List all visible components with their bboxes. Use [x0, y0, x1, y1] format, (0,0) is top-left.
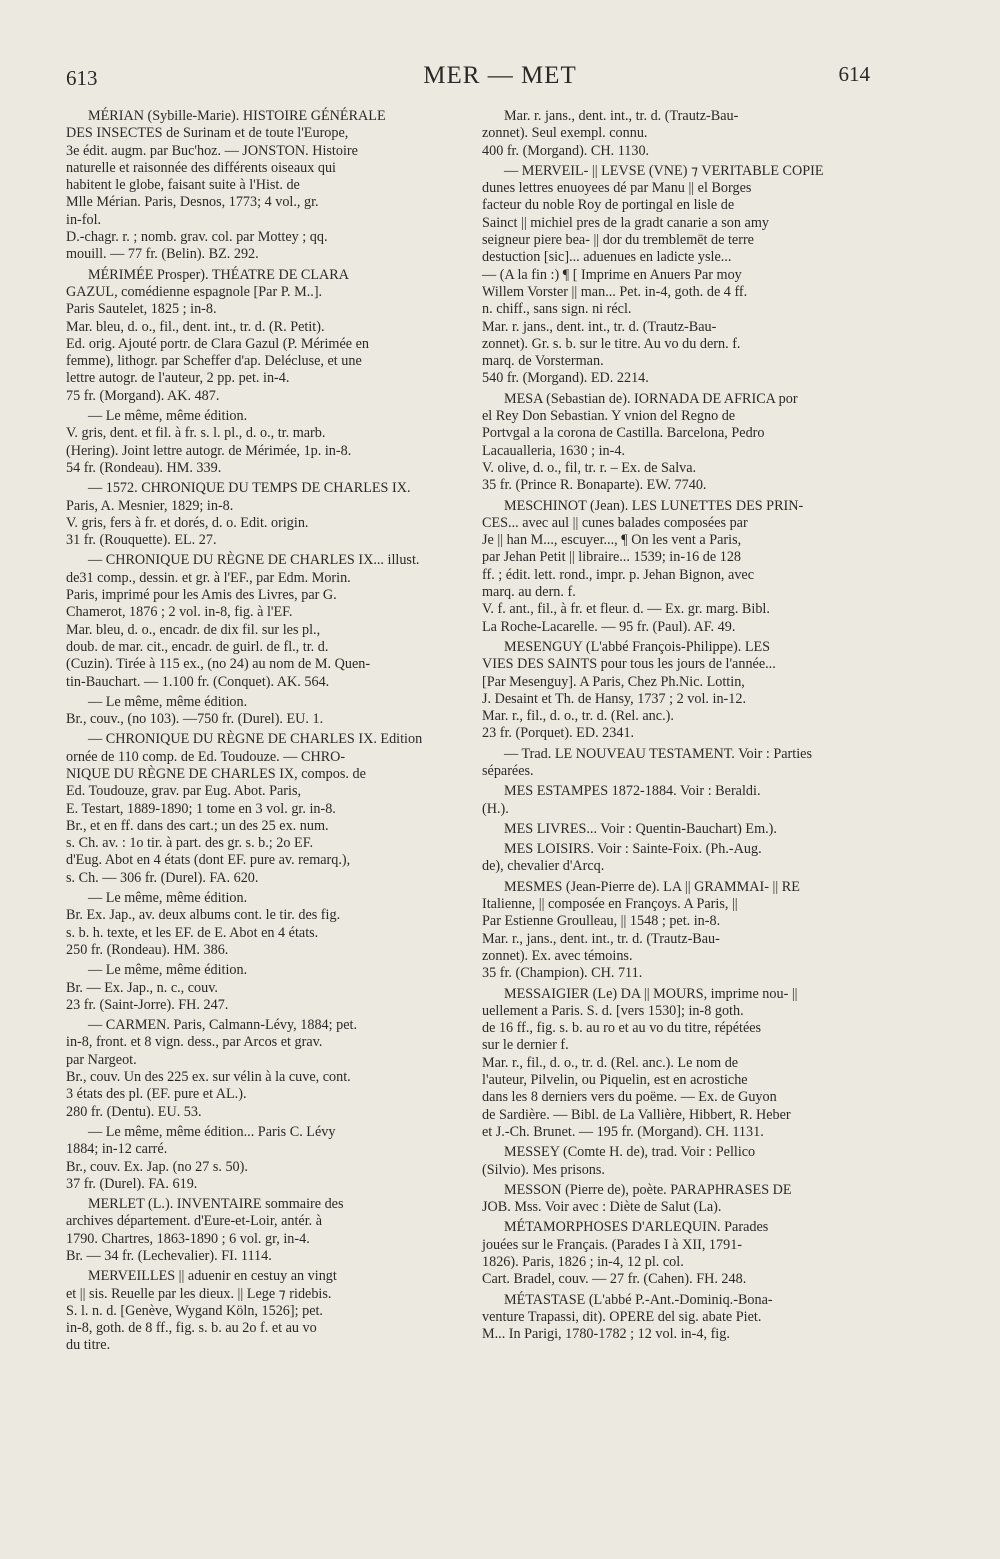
entry-line: Lacaualleria, 1630 ; in-4.	[482, 442, 625, 459]
entry-line: Br., couv., (no 103). —750 fr. (Durel). EU. 1.	[66, 711, 324, 728]
entry-line: (Silvio). Mes prisons.	[482, 1161, 605, 1178]
entry-line: 3 états des pl. (EF. pure et AL.).	[66, 1086, 247, 1103]
entry-line: Portvgal a la corona de Castilla. Barcelona, Pedro	[482, 425, 765, 442]
entry-line: n. chiff., sans sign. ni récl.	[482, 301, 632, 318]
entry-line: s. b. h. texte, et les EF. de E. Abot en 4 états.	[66, 924, 319, 941]
entry-line: lettre autogr. de l'auteur, 2 pp. pet. in-4.	[66, 370, 290, 387]
entry-line: Mar. r. jans., dent. int., tr. d. (Trautz-Bau-	[504, 108, 739, 124]
entry-line: — CHRONIQUE DU RÈGNE DE CHARLES IX... illust.	[88, 552, 420, 569]
entry-line: marq. au dern. f.	[482, 584, 576, 601]
entry-line: Br., couv. Ex. Jap. (no 27 s. 50).	[66, 1158, 248, 1175]
catalogue-entry	[66, 480, 466, 549]
entry-line: in-8, front. et 8 vign. dess., par Arcos et grav.	[66, 1034, 323, 1051]
entry-line: dans les 8 derniers vers du poëme. — Ex. de Guyon	[482, 1089, 777, 1106]
entry-line: femme), lithogr. par Scheffer d'ap. Delécluse, et une	[66, 353, 362, 370]
right-page-number: 614	[838, 62, 870, 86]
entry-line: Par Estienne Groulleau, || 1548 ; pet. in-8.	[482, 913, 721, 930]
entry-line: doub. de mar. cit., encadr. de guirl. de fl., tr. d.	[66, 638, 329, 655]
entry-line: par Jehan Petit || libraire... 1539; in-16 de 128	[482, 549, 742, 566]
entry-line: Ed. orig. Ajouté portr. de Clara Gazul (P. Mérimée en	[66, 335, 369, 352]
entry-line: s. Ch. av. : 1o tir. à part. des gr. s. b.; 2o EF.	[66, 835, 313, 852]
entry-line: Mar. r. jans., dent. int., tr. d. (Trautz-Bau-	[482, 318, 717, 335]
entry-line: [Par Mesenguy]. A Paris, Chez Ph.Nic. Lottin,	[482, 673, 745, 690]
entry-line: de Sardière. — Bibl. de La Vallière, Hibbert, R. Heber	[482, 1106, 791, 1123]
entry-line: Br. — Ex. Jap., n. c., couv.	[66, 979, 218, 996]
catalogue-entry	[66, 694, 466, 729]
entry-line: MESMES (Jean-Pierre de). LA || GRAMMAI- || RE	[504, 878, 800, 895]
entry-line: VIES DES SAINTS pour tous les jours de l'année...	[482, 656, 776, 673]
entry-line: MES LIVRES... Voir : Quentin-Bauchart) Em.).	[504, 820, 777, 837]
entry-line: MERVEILLES || aduenir en cestuy an vingt	[88, 1268, 337, 1285]
entry-line: archives département. d'Eure-et-Loir, antér. à	[66, 1213, 323, 1230]
entry-line: par Nargeot.	[66, 1051, 137, 1068]
entry-line: — CARMEN. Paris, Calmann-Lévy, 1884; pet.	[88, 1017, 358, 1034]
entry-line: ornée de 110 comp. de Ed. Toudouze. — CHRO-	[66, 748, 346, 765]
entry-line: zonnet). Gr. s. b. sur le titre. Au vo du dern. f.	[482, 335, 741, 352]
catalogue-entry	[66, 890, 466, 959]
entry-line: habitent le globe, faisant suite à l'Hist. de	[66, 177, 300, 194]
catalogue-entry	[66, 408, 466, 477]
entry-line: Willem Vorster || man... Pet. in-4, goth. de 4 ff.	[482, 283, 748, 300]
entry-line: MESSAIGIER (Le) DA || MOURS, imprime nou- ||	[504, 985, 798, 1002]
entry-line: 250 fr. (Rondeau). HM. 386.	[66, 941, 229, 958]
entry-line: 1826). Paris, 1826 ; in-4, 12 pl. col.	[482, 1254, 684, 1270]
entry-line: in-8, goth. de 8 ff., fig. s. b. au 2o f. et au vo	[66, 1320, 317, 1337]
entry-line: CES... avec aul || cunes balades composées par	[482, 514, 748, 531]
entry-line: — 1572. CHRONIQUE DU TEMPS DE CHARLES IX.	[88, 480, 411, 497]
page-header	[0, 62, 1000, 102]
entry-line: — Le même, même édition.	[88, 693, 248, 710]
entry-line: MÉRIMÉE Prosper). THÉATRE DE CLARA	[88, 266, 350, 283]
entry-line: MESCHINOT (Jean). LES LUNETTES DES PRIN-	[504, 497, 804, 514]
entry-line: 540 fr. (Morgand). ED. 2214.	[482, 370, 649, 387]
entry-line: — Le même, même édition.	[88, 890, 248, 907]
entry-line: JOB. Mss. Voir avec : Diète de Salut (La).	[482, 1199, 722, 1216]
entry-line: de31 comp., dessin. et gr. à l'EF., par Edm. Morin.	[66, 569, 351, 586]
entry-line: d'Eug. Abot en 4 états (dont EF. pure av. remarq.),	[66, 852, 351, 869]
entry-line: Br. — 34 fr. (Lechevalier). FI. 1114.	[66, 1248, 272, 1264]
entry-line: 3e édit. augm. par Buc'hoz. — JONSTON. Histoire	[66, 142, 358, 159]
entry-line: 37 fr. (Durel). FA. 619.	[66, 1175, 198, 1192]
entry-line: GAZUL, comédienne espagnole [Par P. M..].	[66, 283, 323, 300]
left-page-number: 613	[66, 66, 98, 90]
entry-line: tin-Bauchart. — 1.100 fr. (Conquet). AK. 564.	[66, 673, 330, 690]
entry-line: — Le même, même édition.	[88, 962, 248, 979]
entry-line: NIQUE DU RÈGNE DE CHARLES IX, compos. de	[66, 765, 366, 782]
catalogue-entry	[482, 879, 882, 983]
entry-line: Paris, A. Mesnier, 1829; in-8.	[66, 497, 234, 514]
entry-line: Sainct || michiel pres de la gradt canarie a son amy	[482, 214, 769, 231]
entry-line: MES LOISIRS. Voir : Sainte-Foix. (Ph.-Aug.	[504, 841, 762, 858]
left-column	[66, 108, 466, 1358]
entry-line: l'auteur, Pilvelin, ou Piquelin, est en acrostiche	[482, 1072, 748, 1089]
entry-line: et || sis. Reuelle par les dieux. || Lege ⁊ ridebis.	[66, 1285, 332, 1302]
entry-line: MÉRIAN (Sybille-Marie). HISTOIRE GÉNÉRALE	[88, 108, 386, 124]
entry-line: D.-chagr. r. ; nomb. grav. col. par Mottey ; qq.	[66, 229, 328, 246]
entry-line: Mar. r., jans., dent. int., tr. d. (Trautz-Bau-	[482, 930, 720, 947]
entry-line: séparées.	[482, 762, 534, 779]
entry-line: seigneur piere bea- || dor du tremblemēt de terre	[482, 232, 754, 249]
entry-line: 23 fr. (Porquet). ED. 2341.	[482, 725, 635, 742]
entry-line: MERLET (L.). INVENTAIRE sommaire des	[88, 1196, 344, 1213]
catalogue-entry	[482, 391, 882, 495]
right-column	[482, 108, 882, 1346]
entry-line: MES ESTAMPES 1872-1884. Voir : Beraldi.	[504, 783, 761, 800]
catalogue-entry	[66, 267, 466, 405]
entry-line: Mar. r., fil., d. o., tr. d. (Rel. anc.).	[482, 708, 674, 725]
entry-line: uellement a Paris. S. d. [vers 1530]; in-8 goth.	[482, 1002, 744, 1019]
entry-line: Chamerot, 1876 ; 2 vol. in-8, fig. à l'EF.	[66, 604, 293, 621]
entry-line: dunes lettres enuoyees dé par Manu || el Borges	[482, 180, 752, 197]
entry-line: 400 fr. (Morgand). CH. 1130.	[482, 142, 650, 159]
entry-line: et J.-Ch. Brunet. — 195 fr. (Morgand). CH. 1131.	[482, 1123, 764, 1140]
catalogue-entry	[482, 746, 882, 781]
catalogue-entry	[482, 1219, 882, 1288]
entry-line: Je || han M..., escuyer..., ¶ On les vent a Paris,	[482, 532, 742, 549]
entry-line: marq. de Vorsterman.	[482, 353, 604, 370]
entry-line: MESSON (Pierre de), poète. PARAPHRASES DE	[504, 1181, 792, 1198]
entry-line: Mlle Mérian. Paris, Desnos, 1773; 4 vol., gr.	[66, 194, 319, 211]
entry-line: Cart. Bradel, couv. — 27 fr. (Cahen). FH. 248.	[482, 1271, 747, 1288]
catalogue-entry	[482, 108, 882, 160]
entry-line: — Le même, même édition... Paris C. Lévy	[88, 1123, 336, 1140]
catalogue-entry	[482, 639, 882, 743]
entry-line: — (A la fin :) ¶ [ Imprime en Anuers Par moy	[482, 266, 742, 283]
entry-line: V. gris, fers à fr. et dorés, d. o. Edit. origin.	[66, 514, 309, 531]
entry-line: E. Testart, 1889-1890; 1 tome en 3 vol. gr. in-8.	[66, 800, 336, 817]
entry-line: Br. Ex. Jap., av. deux albums cont. le tir. des fig.	[66, 907, 341, 924]
entry-line: 23 fr. (Saint-Jorre). FH. 247.	[66, 996, 229, 1013]
entry-line: — MERVEIL- || LEVSE (VNE) ⁊ VERITABLE COPIE	[504, 162, 824, 179]
entry-line: du titre.	[66, 1337, 111, 1354]
entry-line: Italienne, || composée en Françoys. A Paris, ||	[482, 896, 738, 913]
entry-line: destuction [sic]... aduenues en ladicte ysle...	[482, 249, 732, 266]
entry-line: M... In Parigi, 1780-1782 ; 12 vol. in-4, fig.	[482, 1326, 730, 1343]
entry-line: ff. ; édit. lett. rond., impr. p. Jehan Bignon, avec	[482, 566, 755, 583]
entry-line: J. Desaint et Th. de Hansy, 1737 ; 2 vol. in-12.	[482, 690, 747, 707]
entry-line: Paris, imprimé pour les Amis des Livres, par G.	[66, 587, 337, 604]
entry-line: S. l. n. d. [Genève, Wygand Köln, 1526]; pet.	[66, 1302, 323, 1319]
entry-line: Ed. Toudouze, grav. par Eug. Abot. Paris,	[66, 783, 302, 800]
entry-line: — Le même, même édition.	[88, 408, 248, 425]
entry-line: — Trad. LE NOUVEAU TESTAMENT. Voir : Parties	[504, 745, 812, 762]
entry-line: MESENGUY (L'abbé François-Philippe). LES	[504, 638, 771, 655]
entry-line: facteur du noble Roy de portingal en lisle de	[482, 197, 735, 214]
entry-line: (Hering). Joint lettre autogr. de Mérimée, 1p. in-8.	[66, 442, 352, 459]
entry-line: MESA (Sebastian de). IORNADA DE AFRICA por	[504, 390, 798, 407]
entry-line: V. olive, d. o., fil, tr. r. – Ex. de Salva.	[482, 459, 697, 476]
entry-line: MÉTASTASE (L'abbé P.-Ant.-Dominiq.-Bona-	[504, 1291, 773, 1308]
catalogue-entry	[482, 783, 882, 818]
catalogue-entry	[482, 841, 882, 876]
entry-line: sur le dernier f.	[482, 1037, 569, 1054]
entry-line: zonnet). Ex. avec témoins.	[482, 947, 633, 964]
catalogue-entry	[482, 498, 882, 636]
entry-line: de 16 ff., fig. s. b. au ro et au vo du titre, répétées	[482, 1020, 762, 1037]
entry-line: el Rey Don Sebastian. Y vnion del Regno de	[482, 408, 736, 425]
entry-line: 1790. Chartres, 1863-1890 ; 6 vol. gr, in-4.	[66, 1230, 310, 1247]
entry-line: (Cuzin). Tirée à 115 ex., (no 24) au nom de M. Quen-	[66, 656, 371, 673]
catalogue-entry	[66, 1268, 466, 1354]
entry-line: zonnet). Seul exempl. connu.	[482, 125, 648, 142]
entry-line: in-fol.	[66, 211, 102, 228]
entry-line: 280 fr. (Dentu). EU. 53.	[66, 1103, 202, 1120]
entry-line: 31 fr. (Rouquette). EL. 27.	[66, 532, 217, 549]
entry-line: 35 fr. (Champion). CH. 711.	[482, 965, 643, 982]
entry-line: — CHRONIQUE DU RÈGNE DE CHARLES IX. Edition	[88, 731, 423, 748]
catalogue-entry	[66, 962, 466, 1014]
catalogue-entry	[482, 163, 882, 388]
catalogue-entry	[66, 552, 466, 690]
catalogue-entry	[482, 986, 882, 1142]
entry-line: Mar. bleu, d. o., fil., dent. int., tr. d. (R. Petit).	[66, 318, 325, 335]
entry-line: 54 fr. (Rondeau). HM. 339.	[66, 459, 222, 476]
entry-line: Paris Sautelet, 1825 ; in-8.	[66, 301, 217, 318]
running-title: MER — MET	[423, 62, 577, 89]
catalogue-entry	[66, 1196, 466, 1265]
entry-line: mouill. — 77 fr. (Belin). BZ. 292.	[66, 246, 259, 263]
entry-line: Mar. r., fil., d. o., tr. d. (Rel. anc.). Le nom de	[482, 1054, 739, 1071]
entry-line: Br., couv. Un des 225 ex. sur vélin à la cuve, cont.	[66, 1069, 351, 1086]
catalogue-entry	[66, 108, 466, 264]
entry-line: Mar. bleu, d. o., encadr. de dix fil. sur les pl.,	[66, 621, 321, 638]
entry-line: s. Ch. — 306 fr. (Durel). FA. 620.	[66, 869, 259, 886]
entry-line: V. f. ant., fil., à fr. et fleur. d. — Ex. gr. marg. Bibl.	[482, 601, 770, 618]
catalogue-entry	[66, 731, 466, 887]
entry-line: de), chevalier d'Arcq.	[482, 858, 605, 875]
entry-line: 35 fr. (Prince R. Bonaparte). EW. 7740.	[482, 477, 707, 494]
catalogue-entry	[66, 1124, 466, 1193]
catalogue-entry	[66, 1017, 466, 1121]
entry-line: 1884; in-12 carré.	[66, 1141, 168, 1158]
catalogue-entry	[482, 1292, 882, 1344]
catalogue-entry	[482, 821, 882, 838]
entry-line: MESSEY (Comte H. de), trad. Voir : Pellico	[504, 1144, 756, 1161]
entry-line: 75 fr. (Morgand). AK. 487.	[66, 387, 220, 404]
entry-line: jouées sur le Français. (Parades I à XII, 1791-	[482, 1236, 743, 1253]
catalogue-entry	[482, 1144, 882, 1179]
entry-line: DES INSECTES de Surinam et de toute l'Europe,	[66, 125, 349, 142]
entry-line: La Roche-Lacarelle. — 95 fr. (Paul). AF. 49.	[482, 618, 736, 635]
catalogue-entry	[482, 1182, 882, 1217]
entry-line: Br., et en ff. dans des cart.; un des 25 ex. num.	[66, 817, 329, 834]
entry-line: V. gris, dent. et fil. à fr. s. l. pl., d. o., tr. marb.	[66, 425, 326, 442]
entry-line: MÉTAMORPHOSES D'ARLEQUIN. Parades	[504, 1219, 769, 1236]
entry-line: (H.).	[482, 800, 509, 817]
entry-line: naturelle et raisonnée des différents oiseaux qui	[66, 159, 336, 176]
entry-line: venture Trapassi, dit). OPERE del sig. abate Piet.	[482, 1308, 762, 1325]
